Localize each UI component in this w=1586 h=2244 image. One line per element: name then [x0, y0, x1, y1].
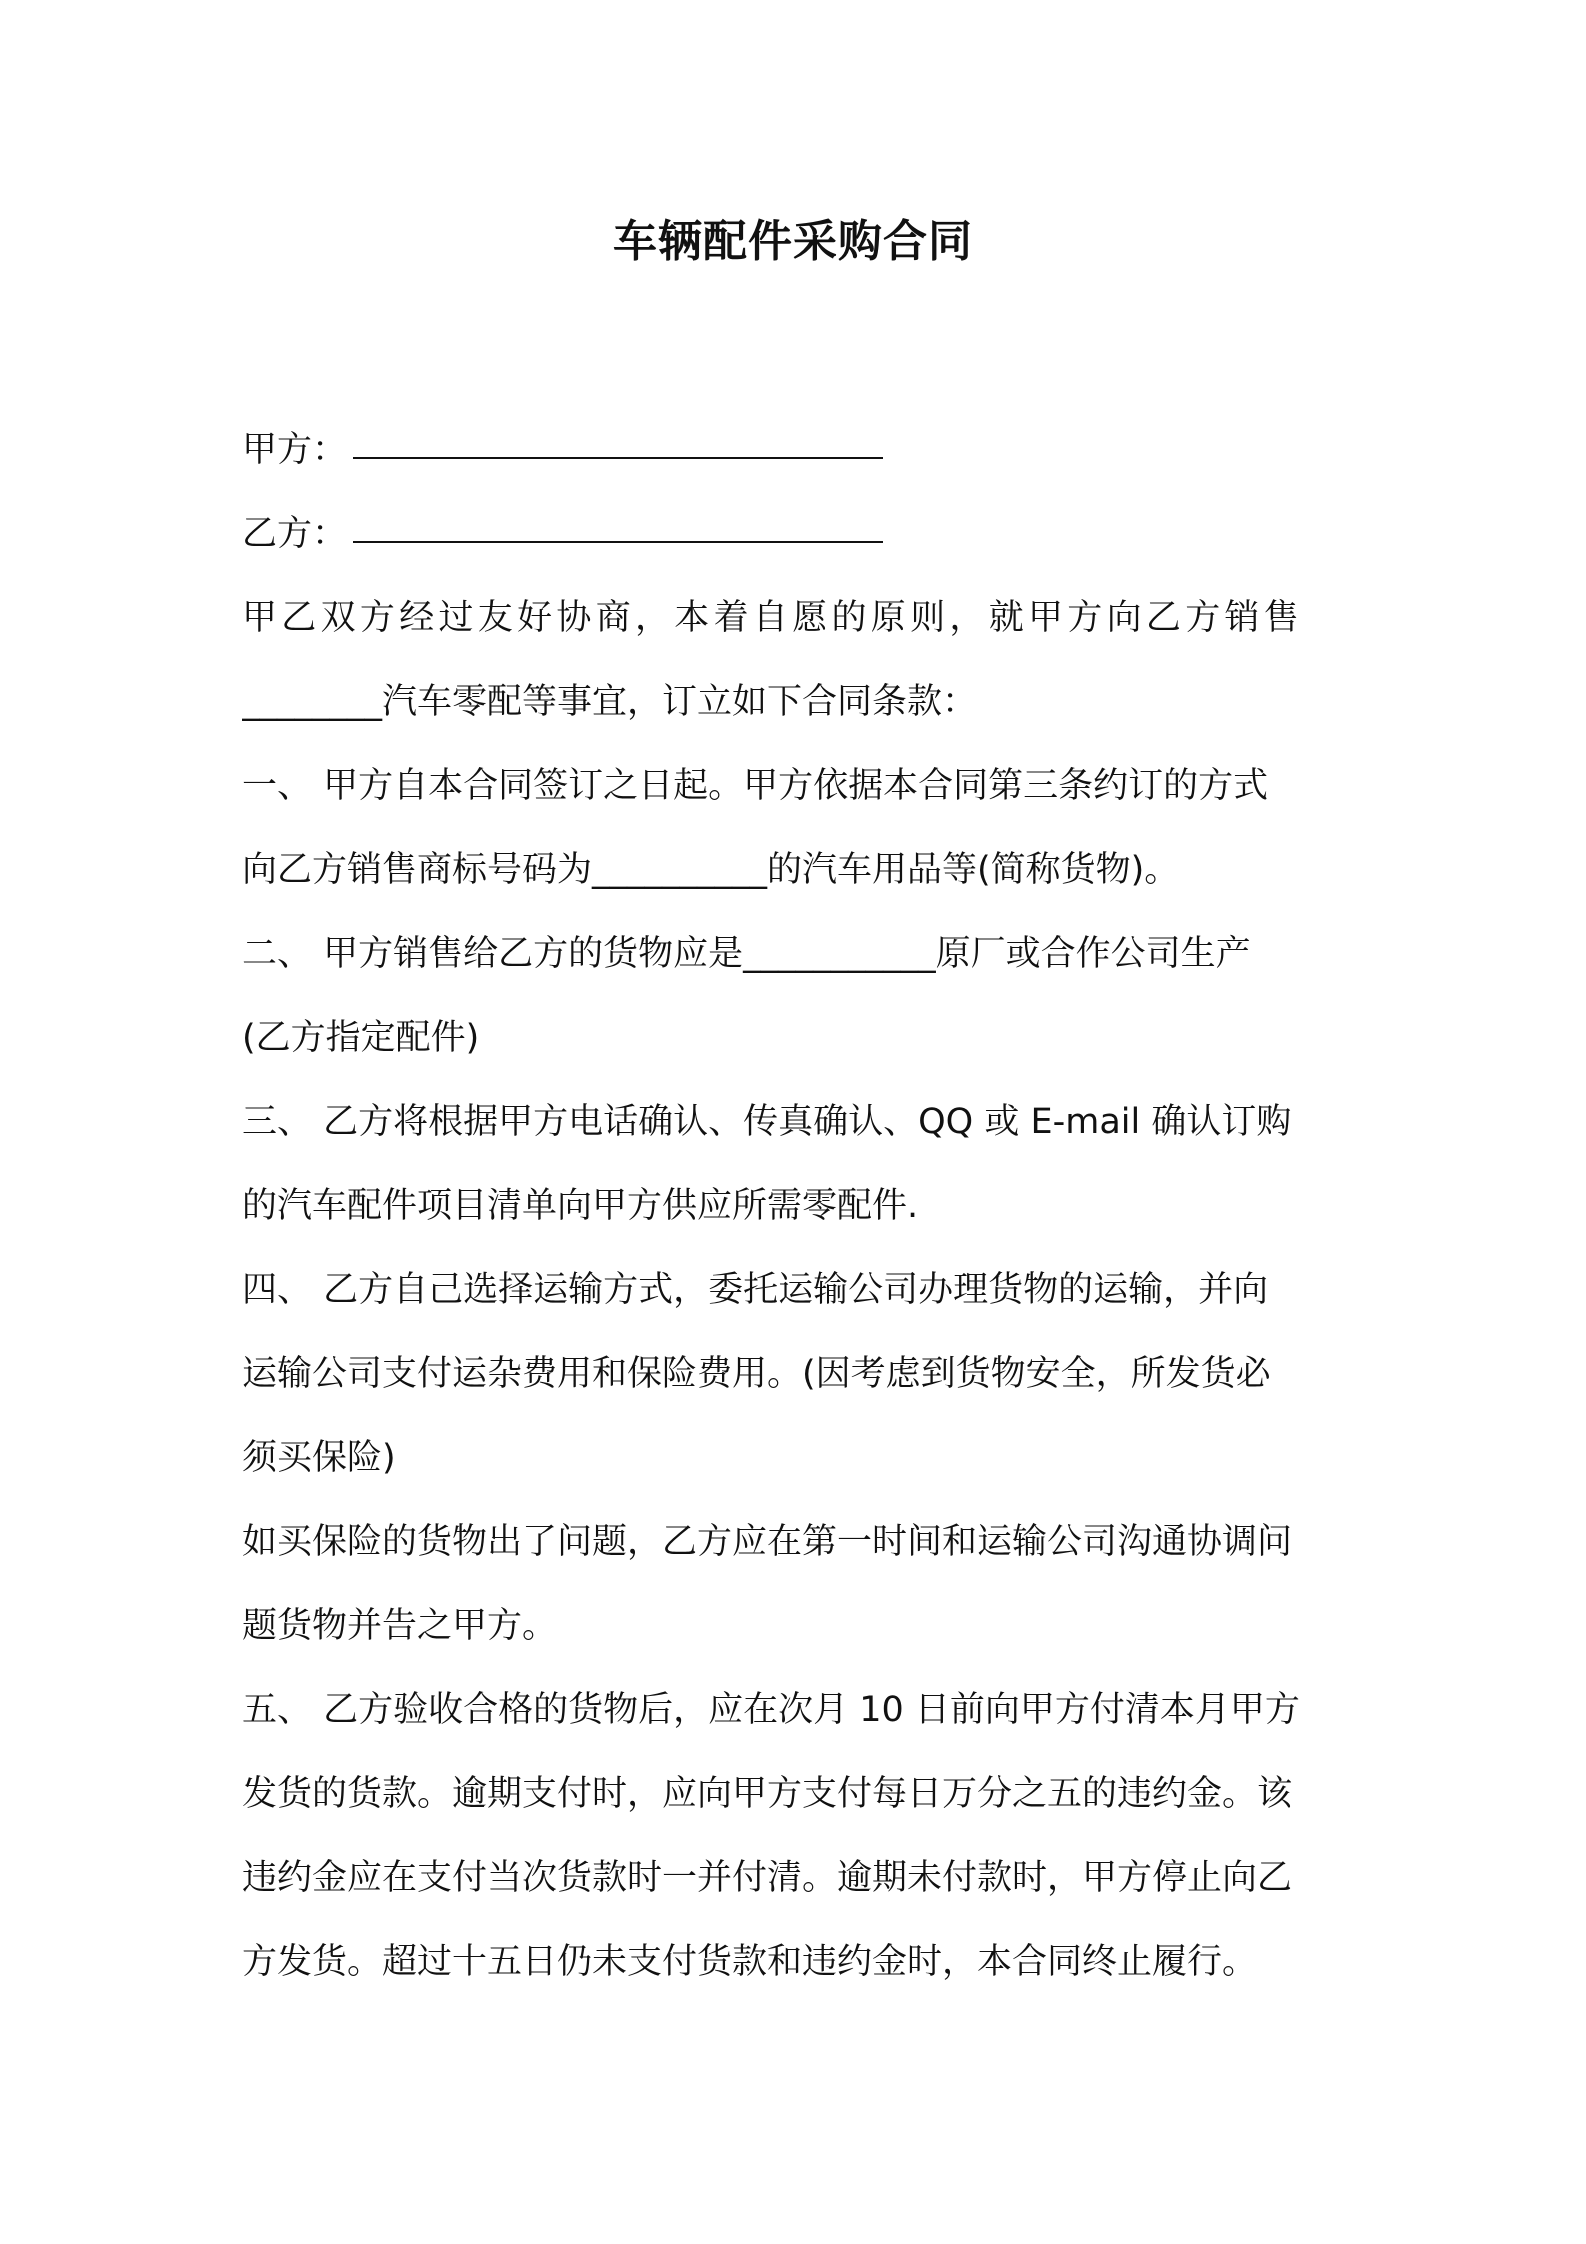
- clause-4-line-1: 四、 乙方自己选择运输方式，委托运输公司办理货物的运输，并向: [242, 1270, 1269, 1310]
- clause-5-line-1: 五、 乙方验收合格的货物后，应在次月 10 日前向甲方付清本月甲方: [242, 1690, 1300, 1730]
- party-b-line: [242, 492, 1352, 576]
- clause-5-line-4: 方发货。超过十五日仍未支付货款和违约金时，本合同终止履行。: [242, 1942, 1258, 1982]
- party-a-label: 甲方：: [242, 430, 348, 470]
- insurance-note-line-1: 如买保险的货物出了问题，乙方应在第一时间和运输公司沟通协调问: [242, 1522, 1293, 1562]
- party-b-label: 乙方：: [242, 514, 348, 554]
- intro-line-2: ________汽车零配等事宜，订立如下合同条款：: [242, 682, 978, 722]
- clause-2-line-2: (乙方指定配件): [242, 1018, 480, 1058]
- clause-2-line-1: 二、 甲方销售给乙方的货物应是___________原厂或合作公司生产: [242, 934, 1251, 974]
- clause-1-line-2: 向乙方销售商标号码为__________的汽车用品等(简称货物)。: [242, 850, 1180, 890]
- clause-4-line-2: 运输公司支付运杂费用和保险费用。(因考虑到货物安全，所发货必: [242, 1354, 1271, 1394]
- insurance-note-line-2: 题货物并告之甲方。: [242, 1606, 558, 1646]
- clause-1-line-1: 一、 甲方自本合同签订之日起。甲方依据本合同第三条约订的方式: [242, 766, 1269, 806]
- party-b-blank: [353, 513, 883, 543]
- clause-3-line-2: 的汽车配件项目清单向甲方供应所需零配件.: [242, 1186, 919, 1226]
- clause-5-line-3: 违约金应在支付当次货款时一并付清。逾期未付款时，甲方停止向乙: [242, 1858, 1293, 1898]
- contract-title: 车辆配件采购合同: [613, 216, 973, 267]
- party-a-blank: [353, 429, 883, 459]
- clause-5-line-2: 发货的货款。逾期支付时，应向甲方支付每日万分之五的违约金。该: [242, 1774, 1293, 1814]
- contract-body: [242, 408, 1352, 2004]
- clause-4-line-3: 须买保险): [242, 1438, 396, 1478]
- party-a-line: [242, 408, 1352, 492]
- clause-3-line-1: 三、 乙方将根据甲方电话确认、传真确认、QQ 或 E-mail 确认订购: [242, 1102, 1292, 1142]
- intro-line-1: 甲乙双方经过友好协商，本着自愿的原则，就甲方向乙方销售: [242, 598, 1304, 638]
